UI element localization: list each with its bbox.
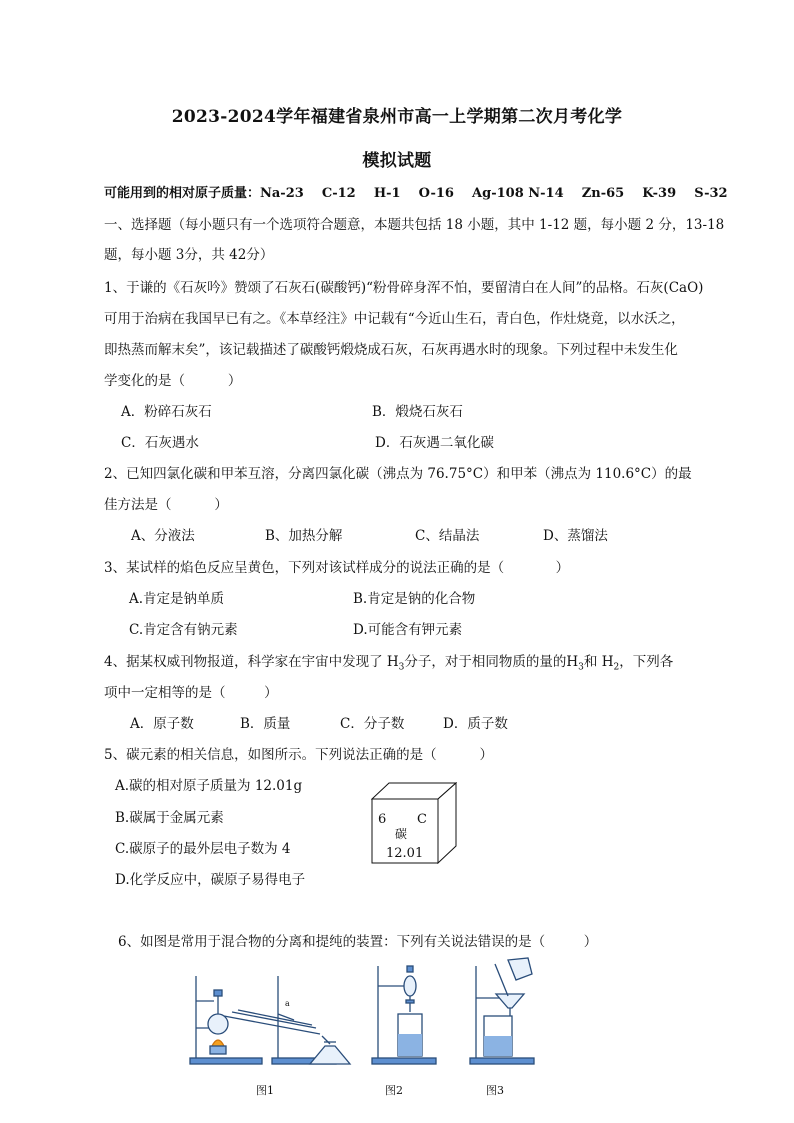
q2-option-d: D、蒸馏法 xyxy=(543,528,608,544)
q3-option-b: B.肯定是钠的化合物 xyxy=(353,591,476,607)
q5-option-c: C.碳原子的最外层电子数为 4 xyxy=(115,841,291,857)
q5-option-b: B.碳属于金属元素 xyxy=(115,810,224,826)
q2-option-a: A、分液法 xyxy=(131,528,195,544)
q4-text-part1: 4、据某权威刊物报道，科学家在宇宙中发现了 H xyxy=(104,654,399,670)
apparatus-drawing xyxy=(180,956,600,1096)
section-heading-line2: 题，每小题 3分，共 42分） xyxy=(104,247,274,263)
q4-line1 xyxy=(104,650,673,673)
q2-line2: 佳方法是（ ） xyxy=(104,497,228,513)
q6-line1: 6、如图是常用于混合物的分离和提纯的装置：下列有关说法错误的是（ ） xyxy=(118,934,598,950)
q1-option-d: D．石灰遇二氧化碳 xyxy=(375,435,494,451)
q1-line4: 学变化的是（ ） xyxy=(104,373,242,389)
q4-option-c: C．分子数 xyxy=(340,716,405,732)
exam-title-line2: 模拟试题 xyxy=(362,151,432,171)
q4-option-a: A．原子数 xyxy=(130,716,194,732)
q4-sub-2: 3 xyxy=(578,662,584,673)
label-a: a xyxy=(285,999,290,1008)
q3-line1: 3、某试样的焰色反应呈黄色，下列对该试样成分的说法正确的是（ ） xyxy=(104,560,570,576)
q3-option-d: D.可能含有钾元素 xyxy=(353,622,463,638)
q4-sub-3: 2 xyxy=(613,662,620,673)
q2-option-b: B、加热分解 xyxy=(265,528,343,544)
carbon-element-card xyxy=(371,782,457,864)
figure3-caption: 图3 xyxy=(486,1084,504,1097)
q1-option-b: B．煅烧石灰石 xyxy=(372,404,463,420)
q5-option-d: D.化学反应中，碳原子易得电子 xyxy=(115,872,306,888)
atomic-masses-line: 可能用到的相对原子质量：Na-23 C-12 H-1 O-16 Ag-108 N-14 Zn-65 K-39 S-32 xyxy=(104,186,728,201)
q4-option-b: B．质量 xyxy=(240,716,291,732)
q5-option-a: A.碳的相对原子质量为 12.01g xyxy=(115,778,303,794)
q4-text-part4: ，下列各 xyxy=(619,654,674,670)
q4-sub-1: 3 xyxy=(398,662,405,673)
element-name: 碳 xyxy=(395,827,408,841)
q5-line1: 5、碳元素的相关信息，如图所示。下列说法正确的是（ ） xyxy=(104,747,494,763)
q1-option-a: A．粉碎石灰石 xyxy=(121,404,212,420)
q3-option-c: C.肯定含有钠元素 xyxy=(129,622,238,638)
section-heading-line1: 一、选择题（每小题只有一个选项符合题意，本题共包括 18 小题，其中 1-12 题，每小题 2 分，13-18 xyxy=(104,217,725,233)
q1-line1: 1、于谦的《石灰吟》赞颂了石灰石(碳酸钙)“粉骨碎身浑不怕，要留清白在人间”的品格。石灰(CaO) xyxy=(104,280,704,296)
q4-line2: 项中一定相等的是（ ） xyxy=(104,685,278,701)
q4-text-part2: 分子，对于相同物质的量的H xyxy=(404,654,579,670)
figure1-caption: 图1 xyxy=(256,1084,274,1097)
q1-line3: 即热蒸而解末矣”，该记载描述了碳酸钙煅烧成石灰，石灰再遇水时的现象。下列过程中未发生化 xyxy=(104,342,678,358)
q1-line2: 可用于治病在我国早已有之。《本草经注》中记载有“今近山生石，青白色，作灶烧竟，以水沃之， xyxy=(104,311,685,327)
element-symbol: C xyxy=(417,812,427,827)
q2-option-c: C、结晶法 xyxy=(415,528,480,544)
q3-option-a: A.肯定是钠单质 xyxy=(129,591,225,607)
separatory-funnel-apparatus xyxy=(372,966,436,1064)
q2-line1: 2、已知四氯化碳和甲苯互溶，分离四氯化碳（沸点为 76.75°C）和甲苯（沸点为 110.6°C）的最 xyxy=(104,466,692,482)
atomic-mass: 12.01 xyxy=(386,846,424,861)
apparatus-figures xyxy=(180,956,600,1096)
exam-title-line1: 2023-2024学年福建省泉州市高一上学期第二次月考化学 xyxy=(171,107,623,127)
q4-text-part3: 和 H xyxy=(583,654,614,670)
q4-option-d: D．质子数 xyxy=(443,716,508,732)
q1-option-c: C．石灰遇水 xyxy=(121,435,199,451)
atomic-number: 6 xyxy=(378,812,387,827)
distillation-apparatus xyxy=(190,976,350,1064)
figure2-caption: 图2 xyxy=(385,1084,403,1097)
filtration-apparatus xyxy=(470,958,534,1064)
